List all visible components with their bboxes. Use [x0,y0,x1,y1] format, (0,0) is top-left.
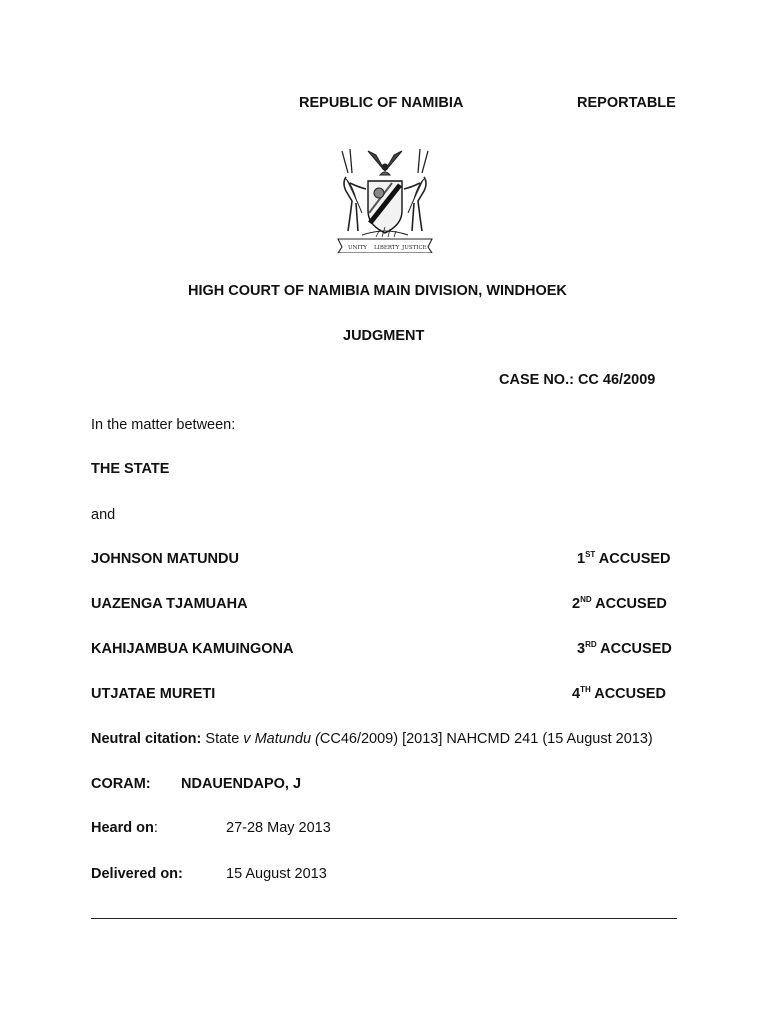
court-name: HIGH COURT OF NAMIBIA MAIN DIVISION, WINDHOEK [188,283,567,299]
delivered-label: Delivered on: [91,866,183,882]
accused-4-name: UTJATAE MURETI [91,686,216,702]
coram-label: CORAM: [91,776,151,792]
accused-1-name: JOHNSON MATUNDU [91,551,239,567]
judgment-title: JUDGMENT [343,328,425,344]
accused-2-designation: 2ND ACCUSED [572,595,667,612]
accused-2-name: UAZENGA TJAMUAHA [91,596,248,612]
seal-text-unity: UNITY [348,245,367,251]
matter-between: In the matter between: [91,417,236,433]
neutral-citation: Neutral citation: State v Matundu (CC46/2009) [2013] NAHCMD 241 (15 August 2013) [91,731,653,747]
accused-3-name: KAHIJAMBUA KAMUINGONA [91,641,294,657]
coat-of-arms-icon [332,143,438,253]
seal-text-justice: JUSTICE [402,245,427,251]
accused-1-designation: 1ST ACCUSED [577,550,671,567]
accused-4-designation: 4TH ACCUSED [572,685,666,702]
coram-value: NDAUENDAPO, J [181,776,302,792]
case-number: CASE NO.: CC 46/2009 [499,372,656,388]
republic-heading: REPUBLIC OF NAMIBIA [299,95,464,111]
plaintiff-name: THE STATE [91,461,170,477]
heard-label: Heard on: [91,820,158,836]
and-text: and [91,507,116,523]
delivered-value: 15 August 2013 [226,866,327,882]
horizontal-rule [91,918,677,919]
accused-3-designation: 3RD ACCUSED [577,640,672,657]
seal-text-liberty: LIBERTY [374,245,400,251]
heard-value: 27-28 May 2013 [226,820,331,836]
reportable-label: REPORTABLE [577,95,676,111]
